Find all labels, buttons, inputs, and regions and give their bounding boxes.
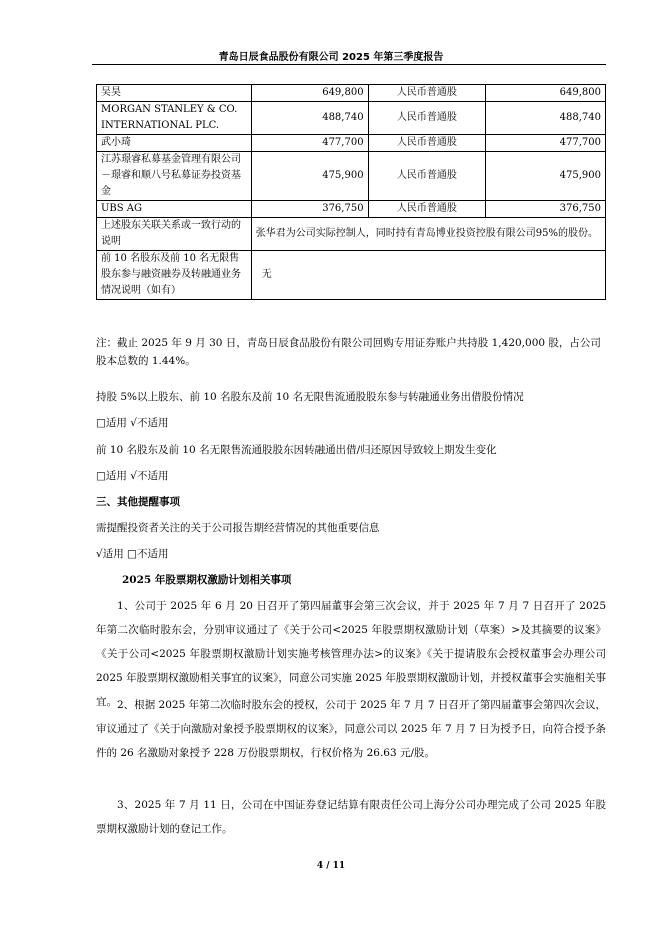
- holder-shares: 475,900: [251, 152, 368, 201]
- share-qty: 488,740: [486, 102, 606, 135]
- lending-title: 持股 5%以上股东、前 10 名股东及前 10 名无限售流通股股东参与转融通业务出借股份情况: [96, 391, 524, 403]
- holder-name: UBS AG: [97, 201, 252, 218]
- share-class: 人民币普通股: [368, 102, 486, 135]
- paragraph-1: 1、公司于 2025 年 6 月 20 日召开了第四届董事会第三次会议，并于 2025 年 7 月 7 日召开了 2025 年第二次临时股东会，分别审议通过了《关于公司<2025 年股票期权激励计划（草案）>及其摘要的议案》《关于公司<2025 年股票期权激励计划实施考核管理办法>的议案》《关于提请股东会授权董事会办理公司 2025 年股票期权激励相关事宜的议案》，同意公司实施 2025 年股票期权激励计划，并授权董事会实施相关事宜。: [96, 600, 606, 708]
- share-class: 人民币普通股: [368, 152, 486, 201]
- page-header: 青岛日辰食品股份有限公司 2025 年第三季度报告: [218, 52, 444, 63]
- holder-shares: 649,800: [251, 85, 368, 102]
- page-number: 4 / 11: [316, 861, 346, 871]
- holder-shares: 488,740: [251, 102, 368, 135]
- share-class: 人民币普通股: [368, 201, 486, 218]
- share-qty: 477,700: [486, 135, 606, 152]
- table-row: [97, 102, 606, 135]
- holder-shares: 477,700: [251, 135, 368, 152]
- share-qty: 376,750: [486, 201, 606, 218]
- section-choice: √适用 □不适用: [96, 548, 169, 560]
- header-divider: [92, 64, 606, 65]
- subsection-title: 2025 年股票期权激励计划相关事项: [122, 574, 292, 586]
- table-row: [97, 85, 606, 102]
- share-class: 人民币普通股: [368, 135, 486, 152]
- share-qty: 649,800: [486, 85, 606, 102]
- table-row: [97, 135, 606, 152]
- relation-label: 上述股东关联关系或一致行动的说明: [97, 218, 252, 251]
- share-class: 人民币普通股: [368, 85, 486, 102]
- table-row: [97, 201, 606, 218]
- holder-name: 武小琦: [97, 135, 252, 152]
- holder-name: 江苏璟睿私募基金管理有限公司－璟睿和顺八号私募证券投资基金: [97, 152, 252, 201]
- share-qty: 475,900: [486, 152, 606, 201]
- paragraph-2: 2、根据 2025 年第二次临时股东会的授权，公司于 2025 年 7 月 7 日召开了第四届董事会第四次会议，审议通过了《关于向激励对象授予股票期权的议案》，同意公司以 2025 年 7 月 7 日为授予日，向符合授予条件的 26 名激励对象授予 228 万份股票期权，行权价格为 26.63 元/股。: [96, 699, 606, 759]
- section-desc: 需提醒投资者关注的关于公司报告期经营情况的其他重要信息: [96, 522, 380, 534]
- holder-shares: 376,750: [251, 201, 368, 218]
- margin-text: 无: [251, 251, 605, 300]
- change-choice: □适用 √不适用: [96, 470, 169, 482]
- section-title: 三、其他提醒事项: [96, 496, 180, 508]
- holder-name: 吴昊: [97, 85, 252, 102]
- relation-text: 张华君为公司实际控制人，同时持有青岛博业投资控股有限公司95%的股份。: [251, 218, 605, 251]
- table-row: [97, 152, 606, 201]
- table-row: [97, 218, 606, 251]
- paragraph-3: 3、2025 年 7 月 11 日，公司在中国证券登记结算有限责任公司上海分公司办理完成了公司 2025 年股票期权激励计划的登记工作。: [96, 799, 606, 835]
- margin-label: 前 10 名股东及前 10 名无限售股东参与融资融券及转融通业务情况说明（如有）: [97, 251, 252, 300]
- holder-name: MORGAN STANLEY & CO. INTERNATIONAL PLC.: [97, 102, 252, 135]
- shareholder-table: [96, 84, 606, 300]
- change-title: 前 10 名股东及前 10 名无限售流通股股东因转融通出借/归还原因导致较上期发生变化: [96, 444, 497, 456]
- share-note: 注：截止 2025 年 9 月 30 日，青岛日辰食品股份有限公司回购专用证券账户共持股 1,420,000 股，占公司股本总数的 1.44%。: [96, 337, 601, 367]
- lending-choice: □适用 √不适用: [96, 417, 169, 429]
- table-row: [97, 251, 606, 300]
